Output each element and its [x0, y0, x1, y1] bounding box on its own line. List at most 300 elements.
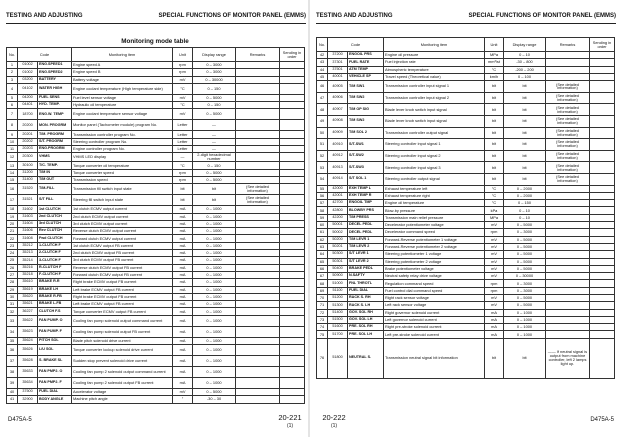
row-code: 31608 [18, 235, 38, 242]
row-remarks [546, 200, 590, 207]
row-unit: mV [173, 94, 193, 101]
table-row [317, 81, 615, 93]
row-item: 3rd clutch ECMV output current [72, 220, 173, 227]
row-no: 13 [7, 162, 18, 169]
row-code: 20201 [18, 131, 38, 138]
row-range: 0 – 1000 [193, 293, 236, 300]
row-range: 0 – 10 [504, 214, 546, 221]
row-unit: mA [173, 279, 193, 286]
row-unit: mV [485, 251, 504, 258]
row-item: Blow-by pressure [384, 207, 485, 214]
row-range: bit [504, 338, 546, 378]
row-no: 52 [317, 150, 328, 162]
row-label: DECEL PEDL [348, 229, 384, 236]
row-item: Transmission main relief pressure [384, 214, 485, 221]
row-remarks: (See detailed information) [546, 162, 590, 174]
row-unit: bit [485, 338, 504, 378]
table-row [7, 264, 305, 271]
row-item: Steering potentiometer 2 voltage [384, 258, 485, 265]
table-row [317, 251, 615, 258]
row-remarks [236, 279, 280, 286]
row-code: 32900 [18, 396, 38, 403]
row-sending [280, 355, 305, 366]
row-no: 24 [7, 250, 18, 257]
row-label: ENG.PROGRM [38, 146, 72, 153]
table-row [317, 236, 615, 243]
row-remarks: (See detailed information) [546, 150, 590, 162]
row-sending [280, 377, 305, 388]
table-row [7, 257, 305, 264]
row-no: 25 [7, 257, 18, 264]
row-item: Transmission controller input signal 1 [384, 81, 485, 93]
row-label: ATM TEMP [348, 66, 384, 73]
row-remarks: (See detailed information) [546, 115, 590, 127]
table-row [317, 222, 615, 229]
table-row [317, 316, 615, 323]
row-unit: mA [173, 377, 193, 388]
row-item: Cooling fan pump solenoid output FB current [72, 326, 173, 337]
table-row [317, 185, 615, 192]
row-code: 35218 [18, 271, 38, 278]
row-no: 70 [317, 294, 328, 301]
left-header-chapter: SPECIAL FUNCTIONS OF MONITOR PANEL (EMMS) [158, 13, 306, 19]
row-label: CLUTCH F.S [38, 308, 72, 315]
row-no: 53 [317, 162, 328, 174]
row-item: Travel speed (Theoretical value) [384, 73, 485, 80]
row-code: 20300 [18, 153, 38, 162]
row-no: 16 [7, 184, 18, 195]
row-label: L/U SOL [38, 344, 72, 355]
row-range: 0 – 1000 [193, 279, 236, 286]
row-label: S/T-SW3 [348, 162, 384, 174]
row-sending [280, 184, 305, 195]
row-code: 35620 [18, 293, 38, 300]
row-remarks: (See detailed information) [236, 195, 280, 206]
table-row [7, 102, 305, 109]
table-row [7, 326, 305, 337]
row-label: ENG.SPEED2 [38, 69, 72, 76]
row-code: 50201 [328, 243, 348, 250]
row-code: 50400 [328, 265, 348, 272]
row-code: 40912 [328, 150, 348, 162]
row-sending [590, 127, 615, 139]
row-range: — [193, 138, 236, 145]
row-label: BRAKE L.FB [38, 301, 72, 308]
row-no: 11 [7, 146, 18, 153]
row-remarks [546, 258, 590, 265]
row-no: 66 [317, 265, 328, 272]
row-sending [280, 315, 305, 326]
row-no: 41 [7, 396, 18, 403]
row-unit: mA [173, 301, 193, 308]
row-unit: mA [173, 250, 193, 257]
row-label: PRE. SOL RH [348, 324, 384, 331]
row-no: 5 [7, 94, 18, 101]
row-label: T/M SW2 [348, 92, 384, 104]
row-range: bit [504, 92, 546, 104]
row-sending [590, 73, 615, 80]
row-item: Right brake ECMV output FB current [72, 293, 173, 300]
row-label: T/C. TEMP. [38, 162, 72, 169]
row-unit: mA [173, 206, 193, 213]
row-remarks [236, 315, 280, 326]
row-remarks: (See detailed information) [546, 92, 590, 104]
row-range: 0 – 1000 [193, 344, 236, 355]
table-row [7, 293, 305, 300]
row-range: 0 – 5000 [193, 169, 236, 176]
table-row [7, 366, 305, 377]
row-range: 0 – 10 [504, 52, 546, 59]
row-range: 0 – 1000 [193, 257, 236, 264]
left-page [2, 0, 308, 437]
row-item: 2nd clutch ECMV output current [72, 213, 173, 220]
row-unit: °C [173, 83, 193, 94]
row-code: 40907 [328, 104, 348, 116]
row-remarks [546, 73, 590, 80]
row-code: 31602 [18, 206, 38, 213]
left-page-sub: (1) [286, 423, 294, 429]
row-item: Fuel injection rate [384, 59, 485, 66]
table-row [7, 206, 305, 213]
row-remarks [236, 242, 280, 249]
row-item: Steering potentiometer 1 voltage [384, 251, 485, 258]
row-no: 76 [317, 338, 328, 378]
row-range: 0 – 5000 [504, 222, 546, 229]
row-remarks [236, 146, 280, 153]
right-page-number: 20-222 [322, 413, 346, 422]
row-sending [280, 344, 305, 355]
row-item: Neutral safety relay drive voltage [384, 273, 485, 280]
col-remarks: Remarks [236, 48, 280, 62]
row-sending [590, 173, 615, 185]
row-range: 0 – 2000 [504, 192, 546, 199]
row-sending [280, 235, 305, 242]
row-sending [280, 279, 305, 286]
row-code: 30100 [18, 162, 38, 169]
row-sending [280, 242, 305, 249]
row-no: 8 [7, 120, 18, 131]
row-range: bit [504, 81, 546, 93]
row-remarks [546, 243, 590, 250]
row-no: 32 [7, 308, 18, 315]
row-no: 62 [317, 236, 328, 243]
row-range: 0 – 5000 [193, 388, 236, 395]
row-range: — [193, 146, 236, 153]
row-label: T/M OUT [38, 176, 72, 183]
row-code: 51600 [328, 324, 348, 331]
table-row [317, 280, 615, 287]
row-no: 58 [317, 207, 328, 214]
row-unit: °C [485, 200, 504, 207]
row-no: 34 [7, 326, 18, 337]
row-no: 35 [7, 337, 18, 344]
row-no: 43 [317, 59, 328, 66]
table-row [7, 388, 305, 395]
row-item: Regulation command speed [384, 280, 485, 287]
row-sending [590, 52, 615, 59]
row-remarks [236, 220, 280, 227]
table-row [7, 228, 305, 235]
left-header-section: TESTING AND ADJUSTING [6, 13, 83, 19]
row-unit: mV [173, 76, 193, 83]
row-range: 0 – 30000 [193, 76, 236, 83]
row-unit: °C [173, 162, 193, 169]
row-item: Steering controller input signal 2 [384, 150, 485, 162]
row-range: 0 – 3000 [193, 69, 236, 76]
monitoring-table-title: Monitoring mode table [121, 38, 189, 45]
row-range: 0 – 3000 [504, 280, 546, 287]
row-item: Fuel control dial command speed [384, 287, 485, 294]
row-no: 63 [317, 243, 328, 250]
row-unit: mA [173, 286, 193, 293]
row-sending [590, 316, 615, 323]
row-label: S/T-SW1 [348, 139, 384, 151]
row-unit: rpm [173, 62, 193, 69]
row-label: ENGOIL PRS [348, 52, 384, 59]
row-code: 40905 [328, 81, 348, 93]
row-label: FAN PUMP. O [38, 315, 72, 326]
row-item: Forward-Reverse potentiometer 2 voltage [384, 243, 485, 250]
row-unit: mA [485, 316, 504, 323]
row-sending [590, 59, 615, 66]
table-row [7, 138, 305, 145]
row-label: NEUTRAL S. [348, 338, 384, 378]
row-unit: mV [485, 294, 504, 301]
row-sending [280, 120, 305, 131]
row-sending [590, 338, 615, 378]
row-remarks: (See detailed information) [236, 184, 280, 195]
row-label: T/M. PROGRM [38, 131, 72, 138]
row-item: Reverse clutch ECMV output FB current [72, 264, 173, 271]
row-sending [590, 265, 615, 272]
row-item: Transmission fill switch input state [72, 184, 173, 195]
table-row [7, 109, 305, 120]
row-sending [590, 243, 615, 250]
row-sending [590, 258, 615, 265]
row-code: 20202 [18, 138, 38, 145]
row-code: 51500 [328, 316, 348, 323]
row-range: 0 – 3000 [193, 62, 236, 69]
table-row [317, 338, 615, 378]
col-sending: Sending in order [590, 38, 615, 52]
row-remarks: (See detailed information) [546, 81, 590, 93]
row-label: VHMS [38, 153, 72, 162]
row-unit: mA [173, 213, 193, 220]
row-remarks [236, 169, 280, 176]
row-item: Blade pitch solenoid drive current [72, 337, 173, 344]
row-no: 64 [317, 251, 328, 258]
row-remarks: (See detailed information) [546, 173, 590, 185]
row-range: bit [504, 162, 546, 174]
row-unit: mA [173, 228, 193, 235]
row-remarks [546, 265, 590, 272]
row-range: 0 – 5000 [193, 94, 236, 101]
row-label: T/M SW1 [348, 81, 384, 93]
row-label: S/T LEVR 2 [348, 258, 384, 265]
row-code: 40913 [328, 162, 348, 174]
row-item: Steering controller input signal 1 [384, 139, 485, 151]
row-item: Battery voltage [72, 76, 173, 83]
row-label: VEHICLE SP [348, 73, 384, 80]
row-no: 57 [317, 200, 328, 207]
row-label: T/M SW2 [348, 115, 384, 127]
row-item: Transmission controller input signal 2 [384, 92, 485, 104]
row-code: 50301 [328, 258, 348, 265]
row-range: 0 – 1000 [193, 228, 236, 235]
row-label: F-CLUTCH F [38, 271, 72, 278]
table-row [7, 176, 305, 183]
row-no: 37 [7, 355, 18, 366]
row-no: 45 [317, 73, 328, 80]
row-sending [280, 109, 305, 120]
row-item: Cooling fan pump 2 solenoid output FB current [72, 377, 173, 388]
row-range: 0 – 5000 [504, 258, 546, 265]
row-item: Right governor solenoid current [384, 309, 485, 316]
table-row [317, 273, 615, 280]
row-remarks [236, 337, 280, 344]
row-range: -30 – 30 [193, 396, 236, 403]
row-no: 44 [317, 66, 328, 73]
row-sending [590, 162, 615, 174]
table-row [7, 301, 305, 308]
row-label: R-CLUTCH F [38, 264, 72, 271]
row-no: 36 [7, 344, 18, 355]
right-table-header [317, 38, 615, 52]
row-no: 38 [7, 366, 18, 377]
col-item: Monitoring item [384, 38, 485, 52]
row-label: T/M LEVR 1 [348, 236, 384, 243]
row-unit: mA [173, 235, 193, 242]
row-no: 20 [7, 220, 18, 227]
row-sending [280, 176, 305, 183]
row-item: Sudden stop prevent solenoid drive current [72, 355, 173, 366]
row-remarks [236, 326, 280, 337]
row-no: 18 [7, 206, 18, 213]
row-range: bit [193, 195, 236, 206]
row-label: 1st CLUTCH [38, 206, 72, 213]
row-no: 49 [317, 115, 328, 127]
row-label: 1-CLUTCH F [38, 242, 72, 249]
row-code: 42800 [328, 207, 348, 214]
row-range: 0 – 1000 [193, 301, 236, 308]
row-sending [590, 92, 615, 104]
row-item: Transmission neutral signal bit information [384, 338, 485, 378]
row-item: Brake potentiometer voltage [384, 265, 485, 272]
row-unit: mV [485, 302, 504, 309]
row-label: 2-CLUTCH F [38, 250, 72, 257]
col-code: Code [328, 38, 384, 52]
row-range: 0 – 150 [193, 162, 236, 169]
row-unit: kPa [485, 207, 504, 214]
row-label: FUEL RATE [348, 59, 384, 66]
row-range: bit [504, 173, 546, 185]
row-no: 65 [317, 258, 328, 265]
row-code: 20200 [18, 120, 38, 131]
row-label: S/T LEVR 1 [348, 251, 384, 258]
row-range: 0 – 1000 [504, 331, 546, 338]
table-row [317, 73, 615, 80]
row-label: FAN PUMP. F [38, 326, 72, 337]
row-range: 0 – 1000 [504, 324, 546, 331]
row-unit: mV [485, 265, 504, 272]
row-item: Right rack sensor voltage [384, 294, 485, 301]
row-remarks [546, 309, 590, 316]
left-header [6, 13, 306, 24]
table-row [7, 162, 305, 169]
row-unit: °C [485, 66, 504, 73]
row-no: 26 [7, 264, 18, 271]
left-footer-model: D475A-5 [8, 417, 32, 423]
row-sending [280, 153, 305, 162]
col-no: No. [317, 38, 328, 52]
row-sending [590, 185, 615, 192]
row-remarks [546, 302, 590, 309]
row-range: bit [193, 184, 236, 195]
row-code: 40910 [328, 139, 348, 151]
row-item: Blade lever knob switch input signal [384, 115, 485, 127]
row-range: -200 – 200 [504, 66, 546, 73]
row-remarks [236, 176, 280, 183]
row-sending [590, 104, 615, 116]
row-item: Fuel level sensor voltage [72, 94, 173, 101]
row-range: 2-digit hexadecimal number [193, 153, 236, 162]
row-code: 20203 [18, 146, 38, 153]
row-sending [590, 280, 615, 287]
row-label: S/T FILL [38, 195, 72, 206]
table-row [7, 94, 305, 101]
row-remarks [236, 83, 280, 94]
row-label: Rev CLUTCH [38, 228, 72, 235]
row-remarks [236, 271, 280, 278]
row-label: DECEL PEDL [348, 222, 384, 229]
row-sending [280, 271, 305, 278]
row-sending [590, 139, 615, 151]
row-item: Reverse clutch ECMV output current [72, 228, 173, 235]
row-label: WATER HIGH [38, 83, 72, 94]
row-sending [280, 220, 305, 227]
row-range: 0 – 1000 [504, 316, 546, 323]
row-remarks [546, 287, 590, 294]
col-unit: Unit [173, 48, 193, 62]
row-label: BODY ANGLE [38, 396, 72, 403]
row-sending [280, 301, 305, 308]
row-item: Cooling fan pump 2 solenoid output command current [72, 366, 173, 377]
row-remarks [236, 293, 280, 300]
row-remarks [546, 222, 590, 229]
table-row [317, 258, 615, 265]
row-item: 2nd clutch ECMV output FB current [72, 250, 173, 257]
row-remarks [546, 214, 590, 221]
row-code: 31604 [18, 220, 38, 227]
row-label: ENGOIL TMP [348, 200, 384, 207]
row-sending [280, 195, 305, 206]
row-label: FUEL SENS [38, 94, 72, 101]
row-remarks [236, 62, 280, 69]
row-item: Engine coolant temperature (High temperature side) [72, 83, 173, 94]
table-row [7, 337, 305, 344]
row-remarks [546, 59, 590, 66]
row-no: 7 [7, 109, 18, 120]
row-no: 14 [7, 169, 18, 176]
row-remarks: —— If neutral signal is output from machine controller, left 2 lamps light up. [546, 338, 590, 378]
row-remarks [546, 236, 590, 243]
row-item: Torque converter lockup solenoid drive current [72, 344, 173, 355]
row-label: S. BRAKE SL [38, 355, 72, 366]
row-code: 35628 [18, 355, 38, 366]
row-code: 35213 [18, 250, 38, 257]
row-item: Steering controller output signal [384, 173, 485, 185]
table-row [317, 139, 615, 151]
